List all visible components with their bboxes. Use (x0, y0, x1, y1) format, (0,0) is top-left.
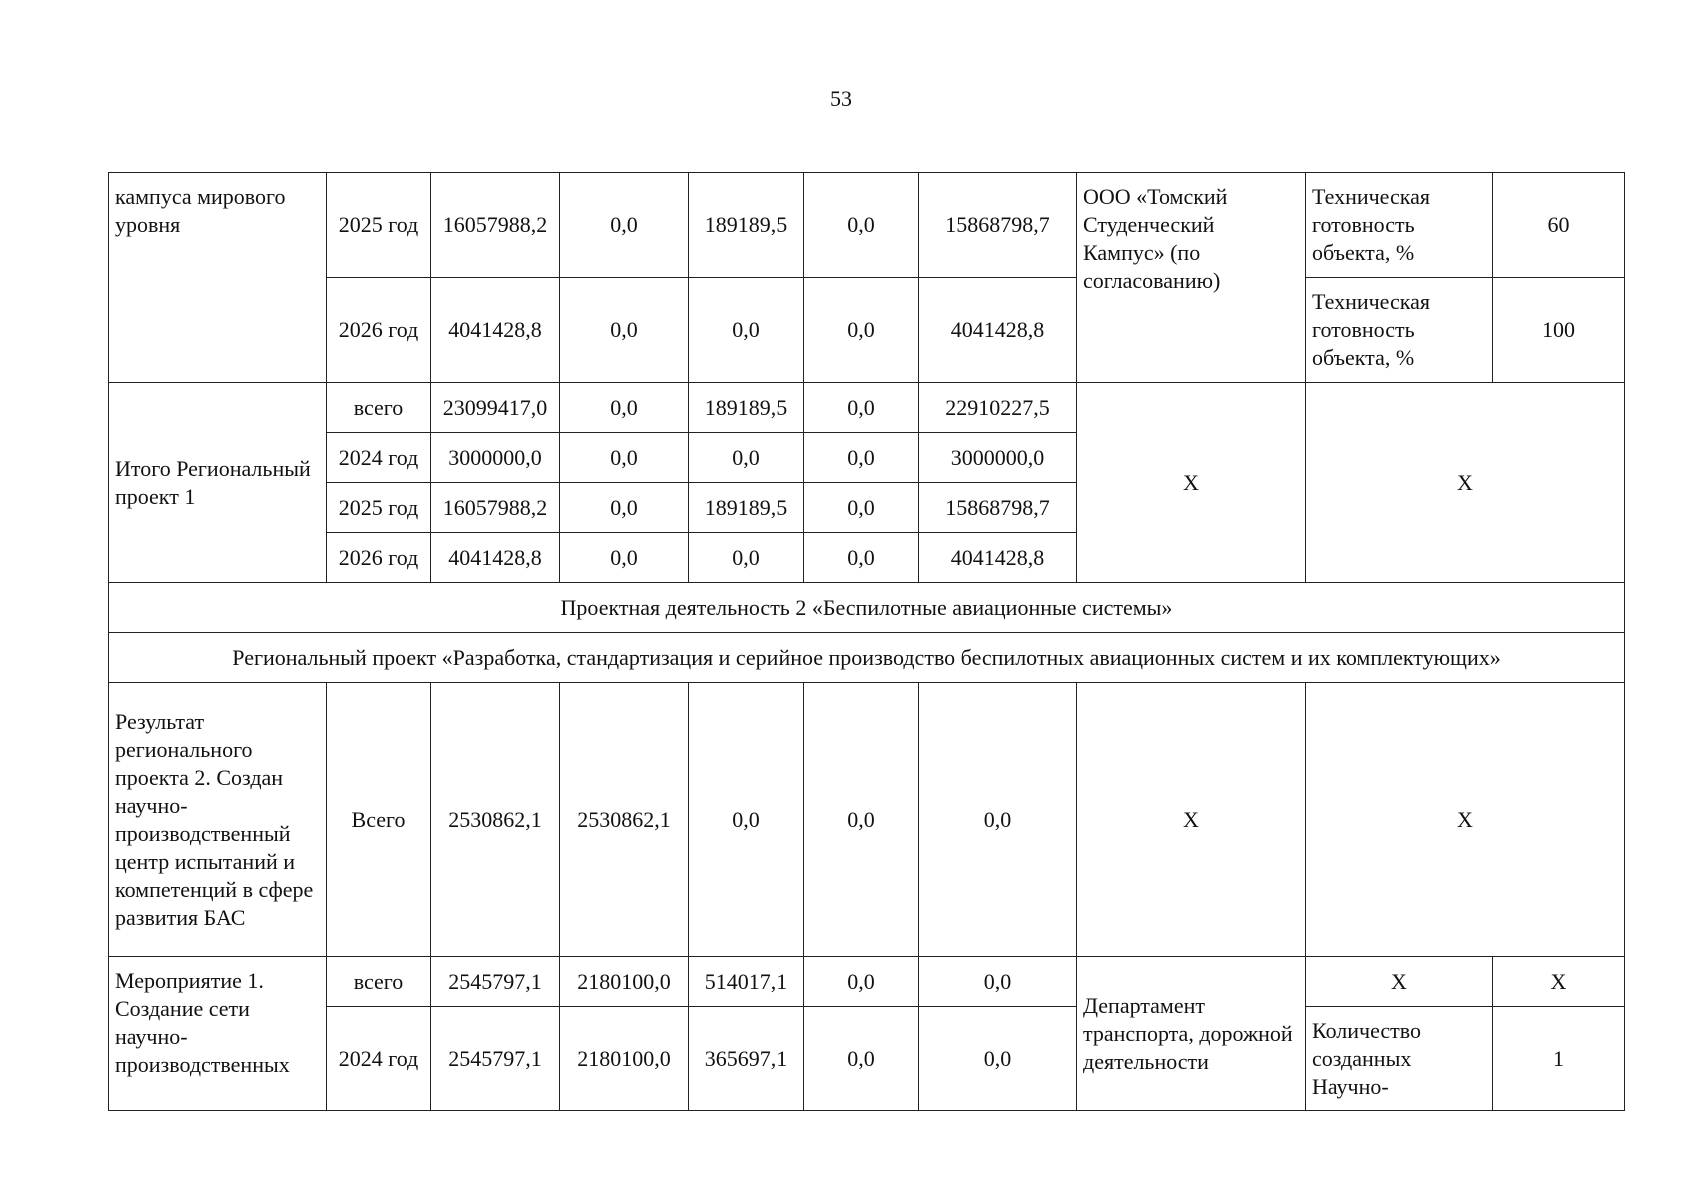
extrabudget-cell: 3000000,0 (919, 433, 1077, 483)
regional-cell: 0,0 (689, 683, 804, 957)
indicator-cell: Техническая готовность объекта, % (1306, 278, 1493, 383)
regional-cell: 365697,1 (689, 1007, 804, 1111)
responsible-org-cell: ООО «Томский Студенческий Кампус» (по согласованию) (1077, 173, 1306, 383)
extrabudget-cell: 22910227,5 (919, 383, 1077, 433)
table-row (109, 383, 1625, 433)
responsible-org-cell: Х (1077, 683, 1306, 957)
total-cell: 3000000,0 (431, 433, 560, 483)
municipal-cell: 0,0 (804, 957, 919, 1007)
indicator-value-cell: 100 (1493, 278, 1625, 383)
total-cell: 23099417,0 (431, 383, 560, 433)
activity-heading: Проектная деятельность 2 «Беспилотные авиационные системы» (109, 583, 1625, 633)
row-name-cell: кампуса мирового уровня (109, 173, 327, 383)
row-name-cell: Итого Региональный проект 1 (109, 383, 327, 583)
federal-cell: 0,0 (560, 173, 689, 278)
regional-cell: 189189,5 (689, 383, 804, 433)
federal-cell: 0,0 (560, 533, 689, 583)
total-cell: 16057988,2 (431, 173, 560, 278)
regional-cell: 514017,1 (689, 957, 804, 1007)
responsible-org-cell: Х (1077, 383, 1306, 583)
table-row (109, 278, 1625, 383)
municipal-cell: 0,0 (804, 278, 919, 383)
extrabudget-cell: 4041428,8 (919, 533, 1077, 583)
federal-cell: 2180100,0 (560, 1007, 689, 1111)
responsible-org-cell: Департамент транспорта, дорожной деятельности (1077, 957, 1306, 1111)
municipal-cell: 0,0 (804, 533, 919, 583)
extrabudget-cell: 0,0 (919, 1007, 1077, 1111)
federal-cell: 2180100,0 (560, 957, 689, 1007)
total-cell: 2545797,1 (431, 1007, 560, 1111)
regional-cell: 0,0 (689, 278, 804, 383)
municipal-cell: 0,0 (804, 483, 919, 533)
municipal-cell: 0,0 (804, 433, 919, 483)
total-cell: 4041428,8 (431, 278, 560, 383)
extrabudget-cell: 0,0 (919, 957, 1077, 1007)
project-heading: Региональный проект «Разработка, стандартизация и серийное производство беспилотных авиационных систем и их комплектующих» (109, 633, 1625, 683)
indicator-value-cell: Х (1493, 957, 1625, 1007)
table-row (109, 957, 1625, 1007)
municipal-cell: 0,0 (804, 383, 919, 433)
section-header-row (109, 583, 1625, 633)
year-cell: Всего (327, 683, 431, 957)
section-header-row (109, 633, 1625, 683)
table-row (109, 683, 1625, 957)
total-cell: 4041428,8 (431, 533, 560, 583)
municipal-cell: 0,0 (804, 1007, 919, 1111)
regional-cell: 189189,5 (689, 173, 804, 278)
year-cell: 2024 год (327, 1007, 431, 1111)
extrabudget-cell: 4041428,8 (919, 278, 1077, 383)
federal-cell: 0,0 (560, 278, 689, 383)
indicator-cell: Х (1306, 957, 1493, 1007)
regional-cell: 0,0 (689, 433, 804, 483)
total-cell: 2530862,1 (431, 683, 560, 957)
year-cell: всего (327, 957, 431, 1007)
indicator-value-cell: 60 (1493, 173, 1625, 278)
federal-cell: 2530862,1 (560, 683, 689, 957)
extrabudget-cell: 0,0 (919, 683, 1077, 957)
row-name-cell: Мероприятие 1. Создание сети научно-производственных (109, 957, 327, 1111)
federal-cell: 0,0 (560, 383, 689, 433)
extrabudget-cell: 15868798,7 (919, 173, 1077, 278)
total-cell: 16057988,2 (431, 483, 560, 533)
year-cell: 2025 год (327, 483, 431, 533)
table-row (109, 1007, 1625, 1111)
indicator-cell: Х (1306, 383, 1625, 583)
federal-cell: 0,0 (560, 433, 689, 483)
extrabudget-cell: 15868798,7 (919, 483, 1077, 533)
total-cell: 2545797,1 (431, 957, 560, 1007)
year-cell: 2026 год (327, 533, 431, 583)
year-cell: 2024 год (327, 433, 431, 483)
row-name-cell: Результат регионального проекта 2. Создан научно-производственный центр испытаний и компетенций в сфере развития БАС (109, 683, 327, 957)
federal-cell: 0,0 (560, 483, 689, 533)
municipal-cell: 0,0 (804, 683, 919, 957)
indicator-cell: Техническая готовность объекта, % (1306, 173, 1493, 278)
regional-cell: 189189,5 (689, 483, 804, 533)
indicator-cell: Х (1306, 683, 1625, 957)
year-cell: 2025 год (327, 173, 431, 278)
regional-cell: 0,0 (689, 533, 804, 583)
indicator-value-cell: 1 (1493, 1007, 1625, 1111)
table-row (109, 173, 1625, 278)
budget-table (108, 172, 1625, 1111)
year-cell: всего (327, 383, 431, 433)
year-cell: 2026 год (327, 278, 431, 383)
indicator-cell: Количество созданных Научно- (1306, 1007, 1493, 1111)
page-number: 53 (830, 86, 852, 111)
municipal-cell: 0,0 (804, 173, 919, 278)
